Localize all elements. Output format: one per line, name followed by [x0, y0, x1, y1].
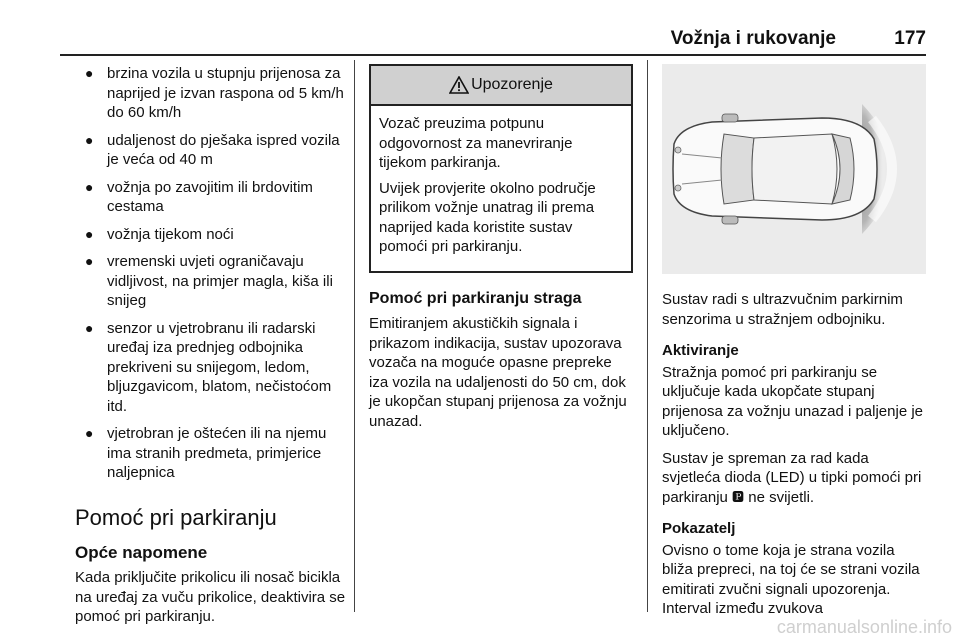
parking-assist-icon: 🅿 — [732, 489, 745, 504]
car-icon — [673, 114, 877, 224]
column-divider-1 — [354, 60, 355, 612]
paragraph: Emitiranjem akustičkih signala i prikazom indikacija, sustav upozorava vozača na moguće opasne prepreke iza vozila na udaljenosti do 50 cm, dok je ukopčan stupanj prijenosa za vožnju unazad. — [369, 315, 627, 430]
warning-triangle-icon — [449, 76, 469, 94]
column-3 — [662, 64, 926, 627]
watermark: carmanualsonline.info — [776, 617, 952, 637]
warning-title: Upozorenje — [471, 76, 553, 94]
list-item: ● vožnja tijekom noći — [85, 225, 234, 243]
page-header — [60, 28, 926, 52]
list-item: ● vjetrobran je oštećen ili na njemu ima stranih predmeta, primjerice naljepnica — [85, 425, 327, 481]
paragraph: Sustav radi s ultrazvučnim parkirnim senzorima u stražnjem odbojniku. — [662, 291, 903, 328]
section-heading: Pomoć pri parkiranju straga — [369, 289, 582, 307]
column-divider-2 — [647, 60, 648, 612]
page-number: 177 — [894, 28, 926, 49]
bullet-icon: ● — [85, 131, 94, 148]
sub-heading: Pokazatelj — [662, 520, 736, 537]
section-heading: Pomoć pri parkiranju — [75, 504, 277, 530]
column-1 — [75, 64, 347, 635]
column-2 — [369, 64, 633, 439]
condition-list — [75, 64, 347, 483]
bullet-icon: ● — [85, 225, 94, 242]
list-item: ● brzina vozila u stupnju prijenosa za naprijed je izvan raspona od 5 km/h do 60 km/h — [85, 65, 344, 121]
sub-heading: Opće napomene — [75, 542, 208, 562]
warning-header — [371, 66, 631, 106]
sub-heading: Aktiviranje — [662, 342, 739, 359]
warning-text: Vozač preuzima potpunu odgovornost za manevriranje tijekom parkiranja. — [379, 115, 573, 171]
chapter-title: Vožnja i rukovanje — [670, 28, 836, 49]
paragraph: Ovisno o tome koja je strana vozila bliža prepreci, na toj će se strani vozila emitirati zvučni signali upozorenja. Interval između zvukova — [662, 541, 920, 617]
paragraph: Kada priključite prikolicu ili nosač bicikla na uređaj za vuču prikolice, deaktivira se pomoć pri parkiranju. — [75, 569, 346, 625]
list-item: ● udaljenost do pješaka ispred vozila je veća od 40 m — [85, 131, 340, 168]
paragraph: Stražnja pomoć pri parkiranju se uključuje kada ukopčate stupanj prijenosa za vožnju unazad i paljenje je uključeno. — [662, 363, 924, 439]
warning-box — [369, 64, 633, 273]
car-illustration — [662, 64, 926, 274]
warning-body — [371, 106, 631, 271]
list-item: ● vremenski uvjeti ograničavaju vidljivost, na primjer magla, kiša ili snijeg — [85, 253, 333, 309]
bullet-icon: ● — [85, 425, 94, 441]
list-item: ● senzor u vjetrobranu ili radarski uređaj iza prednjeg odbojnika prekriveni su snijegom, ledom, bljuzgavicom, blatom, nečistoćom itd. — [85, 319, 332, 415]
bullet-icon: ● — [85, 319, 94, 336]
bullet-icon: ● — [85, 65, 94, 81]
bullet-icon: ● — [85, 178, 94, 195]
header-rule — [60, 54, 926, 56]
warning-text: Uvijek provjerite okolno područje prilikom vožnje unatrag ili prema naprijed kada koristite sustav pomoći pri parkiranju. — [379, 179, 596, 255]
bullet-icon: ● — [85, 253, 94, 269]
list-item: ● vožnja po zavojitim ili brdovitim cestama — [85, 178, 313, 215]
paragraph: Sustav je spreman za rad kada svjetleća dioda (LED) u tipki pomoći pri parkiranju 🅿 ne svijetli. — [662, 449, 922, 506]
